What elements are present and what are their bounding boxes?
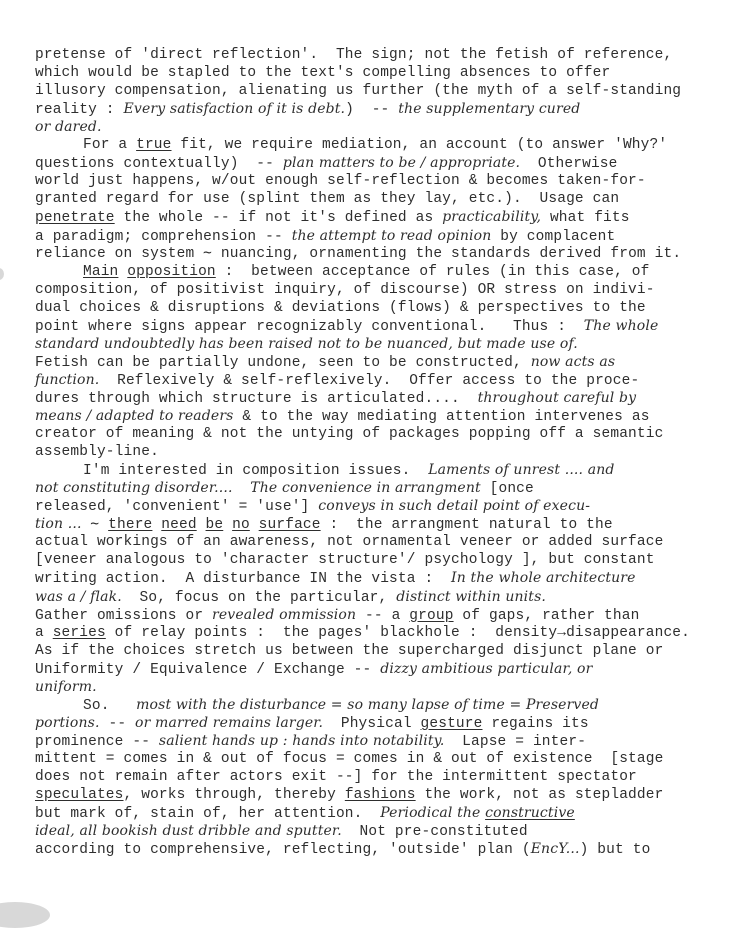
text-segment: I'm interested in composition issues. bbox=[83, 463, 429, 480]
text-line bbox=[35, 515, 613, 533]
text-segment: group bbox=[409, 607, 454, 624]
text-segment: Periodical the bbox=[380, 805, 486, 822]
text-segment: fit, we require mediation, an account (to answer 'Why?' bbox=[171, 137, 668, 154]
text-line bbox=[35, 100, 580, 118]
text-segment: or marred remains larger. bbox=[135, 714, 324, 731]
text-line bbox=[35, 551, 655, 569]
corner-smudge bbox=[0, 902, 50, 928]
text-segment: or dared. bbox=[35, 119, 102, 136]
text-segment: ) -- bbox=[345, 102, 399, 119]
text-line bbox=[35, 660, 592, 678]
text-line bbox=[35, 768, 637, 786]
text-line bbox=[35, 786, 663, 804]
text-segment: of gaps, rather than bbox=[453, 607, 640, 624]
text-segment: mittent = comes in & out of focus = comes in & out of existence [stage bbox=[35, 750, 664, 767]
text-segment: actual workings of an awareness, not ornamental veneer or added surface bbox=[35, 534, 664, 551]
text-segment: composition, of positivist inquiry, of discourse) OR stress on indivi- bbox=[35, 281, 655, 298]
text-segment: -- bbox=[99, 715, 136, 732]
text-segment: distinct within units. bbox=[396, 588, 547, 605]
text-segment: Every satisfaction of it is debt. bbox=[123, 101, 346, 118]
text-segment: writing action. A disturbance IN the vista : bbox=[35, 571, 452, 588]
text-segment: opposition bbox=[127, 263, 216, 280]
text-segment bbox=[233, 481, 251, 497]
text-line bbox=[35, 732, 586, 750]
text-segment: Gather omissions or bbox=[35, 607, 213, 624]
text-segment: not constituting disorder.... bbox=[35, 480, 233, 497]
text-segment: released, 'convenient' = 'use'] bbox=[35, 499, 319, 516]
text-segment: -- a bbox=[356, 607, 410, 624]
text-segment: dizzy ambitious particular, or bbox=[380, 660, 593, 677]
text-segment: now acts as bbox=[530, 353, 616, 370]
text-segment: by complacent bbox=[491, 228, 616, 245]
text-segment: penetrate bbox=[35, 210, 115, 227]
text-segment: portions. bbox=[35, 714, 100, 731]
text-line bbox=[35, 172, 646, 190]
text-segment: true bbox=[136, 137, 172, 154]
text-segment: the attempt to read opinion bbox=[291, 227, 492, 244]
text-line bbox=[35, 82, 681, 100]
text-segment: salient hands up : hands into notability. bbox=[158, 732, 445, 749]
text-line bbox=[83, 696, 599, 714]
text-segment: means / adapted to readers bbox=[35, 408, 234, 424]
text-segment: reliance on system ∼ nuancing, ornamenting the standards derived from it. bbox=[35, 245, 682, 262]
text-segment: world just happens, w/out enough self-reflection & becomes taken-for- bbox=[35, 173, 646, 190]
text-segment: tion ... bbox=[35, 516, 82, 533]
text-segment: Physical bbox=[323, 715, 421, 732]
text-segment: assembly-line. bbox=[35, 444, 159, 461]
text-line bbox=[35, 804, 575, 822]
text-line bbox=[35, 371, 639, 389]
text-segment: the supplementary cured bbox=[398, 101, 581, 118]
text-segment: throughout careful by bbox=[477, 389, 637, 406]
text-segment: speculates bbox=[35, 787, 124, 804]
text-segment: a bbox=[35, 624, 53, 641]
text-segment: function. bbox=[35, 371, 100, 388]
text-segment: EncY... bbox=[530, 841, 580, 858]
text-segment: of relay points : the pages' blackhole : density→disappearance. bbox=[105, 624, 691, 641]
text-line bbox=[35, 335, 578, 353]
text-line bbox=[35, 840, 650, 858]
text-segment: Laments of unrest .... and bbox=[428, 462, 615, 479]
text-line bbox=[83, 461, 615, 479]
text-segment: Uniformity / Equivalence / Exchange -- bbox=[35, 661, 381, 678]
text-line bbox=[35, 190, 619, 208]
text-segment: series bbox=[52, 624, 106, 641]
text-segment: a paradigm; comprehension -- bbox=[35, 228, 292, 245]
text-segment: Main bbox=[83, 263, 119, 280]
text-line bbox=[35, 208, 630, 226]
text-segment: dures through which structure is articulated.... bbox=[35, 390, 478, 407]
text-segment: Fetish can be partially undone, seen to be constructed, bbox=[35, 354, 531, 371]
text-line bbox=[35, 533, 663, 551]
text-segment: creator of meaning & not the untying of packages popping off a semantic bbox=[35, 426, 664, 443]
text-segment: illusory compensation, alienating us further (the myth of a self-standing bbox=[35, 83, 682, 100]
text-segment: was a / flak. bbox=[35, 588, 122, 605]
text-line bbox=[35, 822, 528, 840]
text-segment: Not pre-constituted bbox=[341, 824, 528, 841]
text-line bbox=[35, 750, 663, 768]
text-line bbox=[35, 353, 615, 371]
text-segment bbox=[118, 264, 127, 280]
left-edge-mark bbox=[0, 268, 4, 280]
text-segment: gesture bbox=[420, 715, 483, 732]
text-segment: constructive bbox=[485, 805, 575, 822]
text-segment: Otherwise bbox=[520, 156, 618, 173]
text-segment: [once bbox=[480, 481, 534, 498]
text-segment: questions contextually) -- bbox=[35, 156, 283, 173]
text-segment: fashions bbox=[344, 787, 416, 804]
text-line bbox=[35, 299, 646, 317]
text-segment: uniform. bbox=[35, 678, 97, 695]
text-segment bbox=[152, 517, 161, 533]
text-segment: For a bbox=[83, 137, 137, 154]
text-segment: granted regard for use (splint them as they lay, etc.). Usage can bbox=[35, 191, 620, 208]
text-segment: point where signs appear recognizably conventional. Thus : bbox=[35, 318, 584, 335]
text-segment: does not remain after actors exit --] for the intermittent spectator bbox=[35, 769, 637, 785]
text-line bbox=[35, 479, 534, 497]
text-line bbox=[35, 281, 655, 299]
text-segment: prominence -- bbox=[35, 733, 159, 750]
text-segment: : between acceptance of rules (in this case, of bbox=[215, 263, 650, 280]
text-line bbox=[35, 443, 159, 461]
text-line bbox=[35, 407, 650, 425]
text-segment: the whole -- if not it's defined as bbox=[114, 210, 443, 227]
text-line bbox=[35, 714, 589, 732]
text-line bbox=[35, 64, 610, 82]
text-segment: regains its bbox=[482, 715, 589, 732]
text-line bbox=[35, 588, 546, 606]
text-line bbox=[35, 497, 590, 515]
text-segment: pretense of 'direct reflection'. The sign; not the fetish of reference, bbox=[35, 47, 673, 63]
text-line bbox=[35, 154, 618, 172]
text-segment: , works through, thereby bbox=[123, 787, 345, 804]
text-segment: Lapse = inter- bbox=[444, 733, 587, 750]
text-segment: So, focus on the particular, bbox=[121, 589, 397, 606]
text-segment: standard undoubtedly has been raised not to be nuanced, but made use of. bbox=[35, 335, 578, 352]
text-line bbox=[83, 263, 650, 281]
text-segment: ) but to bbox=[579, 842, 651, 859]
text-segment: there bbox=[108, 517, 153, 534]
text-segment: according to comprehensive, reflecting, 'outside' plan ( bbox=[35, 842, 531, 859]
text-line bbox=[35, 46, 672, 64]
text-line bbox=[35, 425, 663, 443]
text-segment: So. bbox=[83, 697, 137, 714]
text-segment: revealed ommission bbox=[212, 606, 357, 623]
text-segment: but mark of, stain of, her attention. bbox=[35, 806, 381, 823]
text-segment: conveys in such detail point of execu- bbox=[318, 498, 591, 515]
text-segment: surface bbox=[258, 517, 321, 534]
text-segment: the work, not as stepladder bbox=[415, 787, 664, 804]
text-segment: what fits bbox=[541, 210, 630, 227]
text-line bbox=[35, 624, 690, 642]
text-line bbox=[35, 606, 639, 624]
text-line bbox=[35, 245, 681, 263]
text-line bbox=[35, 317, 658, 335]
text-segment: Reflexively & self-reflexively. Offer access to the proce- bbox=[99, 372, 640, 389]
text-segment: most with the disturbance = so many lapse of time = Preserved bbox=[136, 696, 600, 713]
text-segment bbox=[223, 517, 232, 533]
text-segment: which would be stapled to the text's compelling absences to offer bbox=[35, 65, 611, 82]
text-segment: plan matters to be / appropriate. bbox=[282, 155, 521, 172]
text-segment: be bbox=[205, 517, 224, 534]
text-segment: reality : bbox=[35, 102, 124, 119]
text-segment: no bbox=[232, 517, 250, 534]
text-line bbox=[35, 642, 663, 660]
text-line bbox=[35, 227, 615, 245]
text-line bbox=[35, 389, 636, 407]
text-line bbox=[35, 118, 102, 136]
text-segment: need bbox=[161, 517, 197, 534]
text-segment bbox=[250, 517, 259, 533]
text-segment: practicability, bbox=[442, 209, 542, 226]
text-segment bbox=[197, 517, 206, 533]
text-segment: ideal, all bookish dust dribble and sputter. bbox=[35, 823, 342, 840]
text-segment: In the whole architecture bbox=[451, 570, 636, 587]
text-segment: : the arrangment natural to the bbox=[320, 517, 613, 534]
text-segment: dual choices & disruptions & deviations (flows) & perspectives to the bbox=[35, 299, 646, 316]
text-segment: [veneer analogous to 'character structure'/ psychology ], but constant bbox=[35, 552, 655, 569]
text-segment: & to the way mediating attention intervenes as bbox=[233, 409, 650, 425]
text-line bbox=[35, 678, 97, 696]
text-line bbox=[35, 569, 636, 587]
text-segment: The whole bbox=[583, 317, 659, 334]
text-segment: The convenience in arrangment bbox=[250, 480, 481, 497]
text-segment: As if the choices stretch us between the supercharged disjunct plane or bbox=[35, 642, 664, 659]
text-segment: ∼ bbox=[81, 517, 109, 534]
text-line bbox=[83, 136, 667, 154]
